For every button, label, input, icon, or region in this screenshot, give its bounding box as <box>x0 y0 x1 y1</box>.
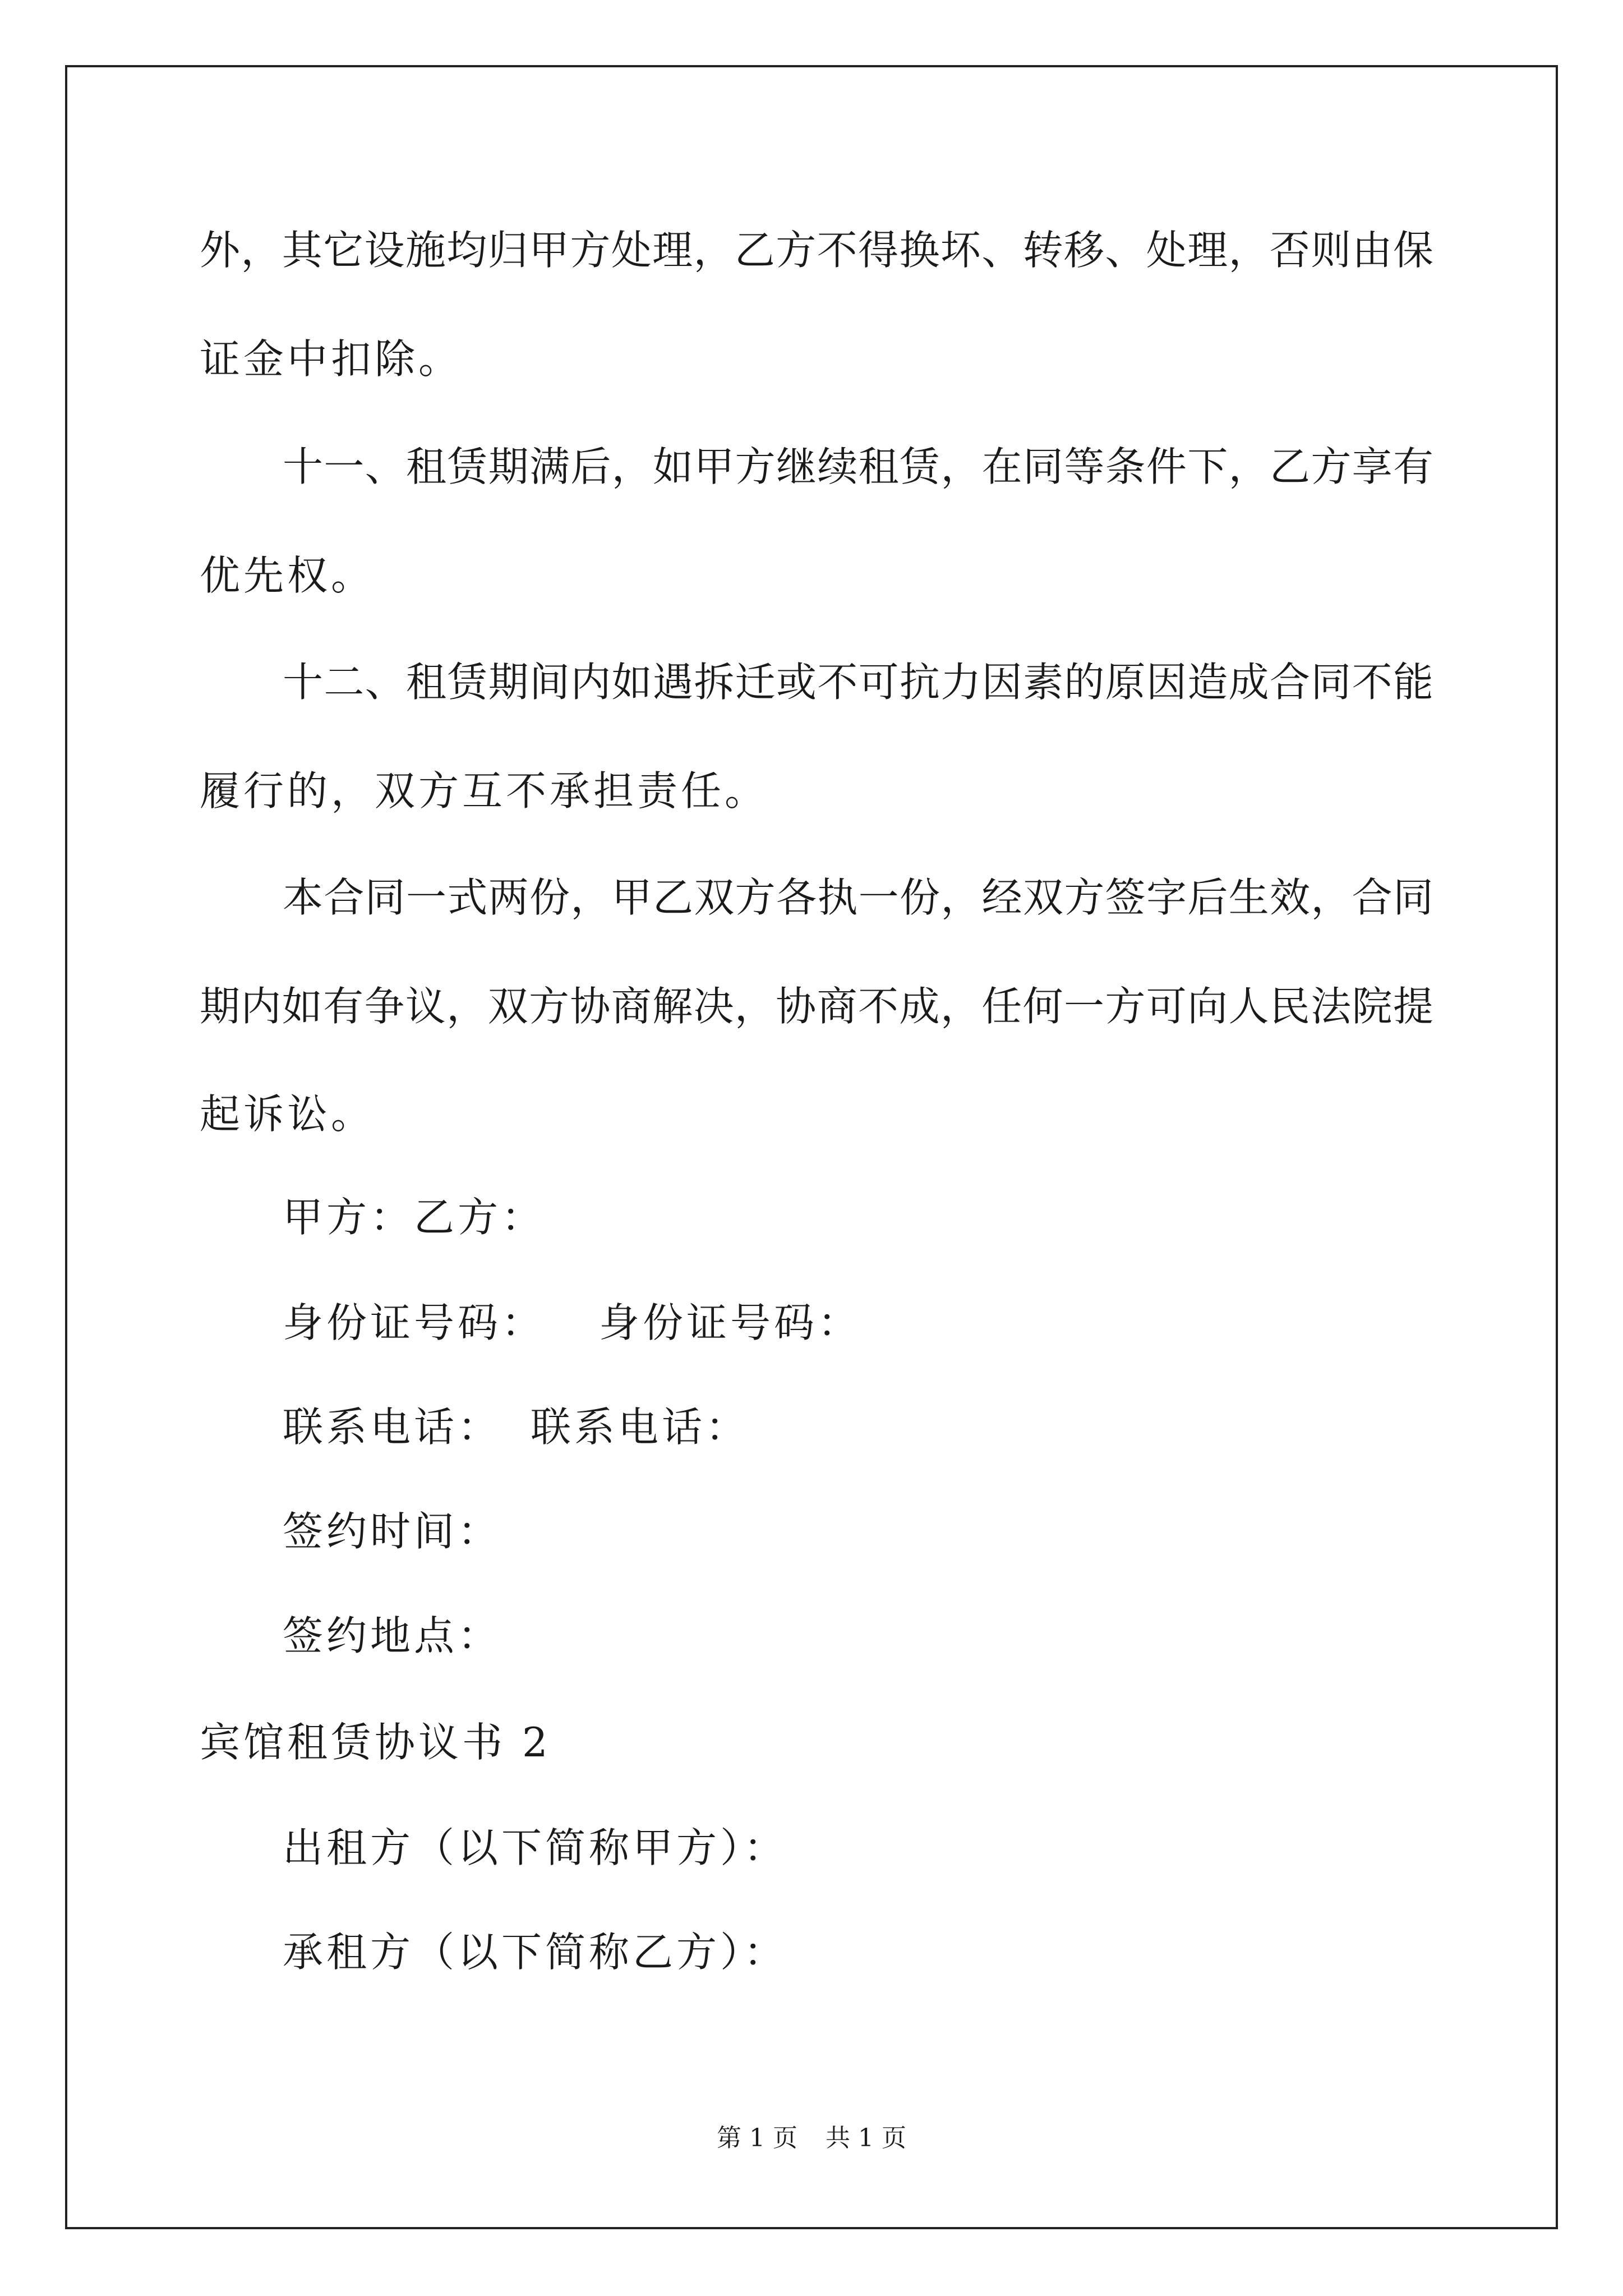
paragraph-line: 证金中扣除。 <box>200 335 463 383</box>
page-number-current: 第 1 页 <box>717 2124 797 2152</box>
page-number-total: 共 1 页 <box>826 2124 906 2152</box>
party-a-label: 甲方： <box>283 1194 414 1241</box>
paragraph-line: 外，其它设施均归甲方处理，乙方不得换坏、转移、处理，否则由保 <box>200 227 1433 274</box>
phone-line <box>283 1404 750 1451</box>
page-footer <box>0 2126 1623 2151</box>
sign-time-label: 签约时间： <box>283 1508 502 1555</box>
party-b-label: 乙方： <box>414 1194 546 1241</box>
paragraph-line: 起诉讼。 <box>200 1091 375 1138</box>
paragraph-line: 十一、租赁期满后，如甲方继续租赁，在同等条件下，乙方享有 <box>283 443 1433 490</box>
party-line <box>283 1194 546 1241</box>
lessee-label: 承租方（以下简称乙方）： <box>283 1929 788 1976</box>
sign-place-label: 签约地点： <box>283 1612 502 1659</box>
paragraph-line: 履行的，双方互不承担责任。 <box>200 767 769 815</box>
paragraph-line: 十二、租赁期间内如遇拆迁或不可抗力因素的原因造成合同不能 <box>283 659 1433 706</box>
lessor-label: 出租方（以下简称甲方）： <box>283 1824 788 1871</box>
page-border <box>65 65 1558 2229</box>
id-number-a-label: 身份证号码： <box>283 1299 546 1346</box>
paragraph-line: 优先权。 <box>200 552 375 599</box>
section-title: 宾馆租赁协议书 2 <box>200 1719 551 1766</box>
phone-a-label: 联系电话： <box>283 1404 502 1451</box>
phone-b-label: 联系电话： <box>531 1404 750 1451</box>
id-number-line <box>283 1299 862 1346</box>
paragraph-line: 期内如有争议，双方协商解决，协商不成，任何一方可向人民法院提 <box>200 983 1433 1030</box>
paragraph-line: 本合同一式两份，甲乙双方各执一份，经双方签字后生效，合同 <box>283 874 1433 921</box>
id-number-b-label: 身份证号码： <box>599 1299 862 1346</box>
